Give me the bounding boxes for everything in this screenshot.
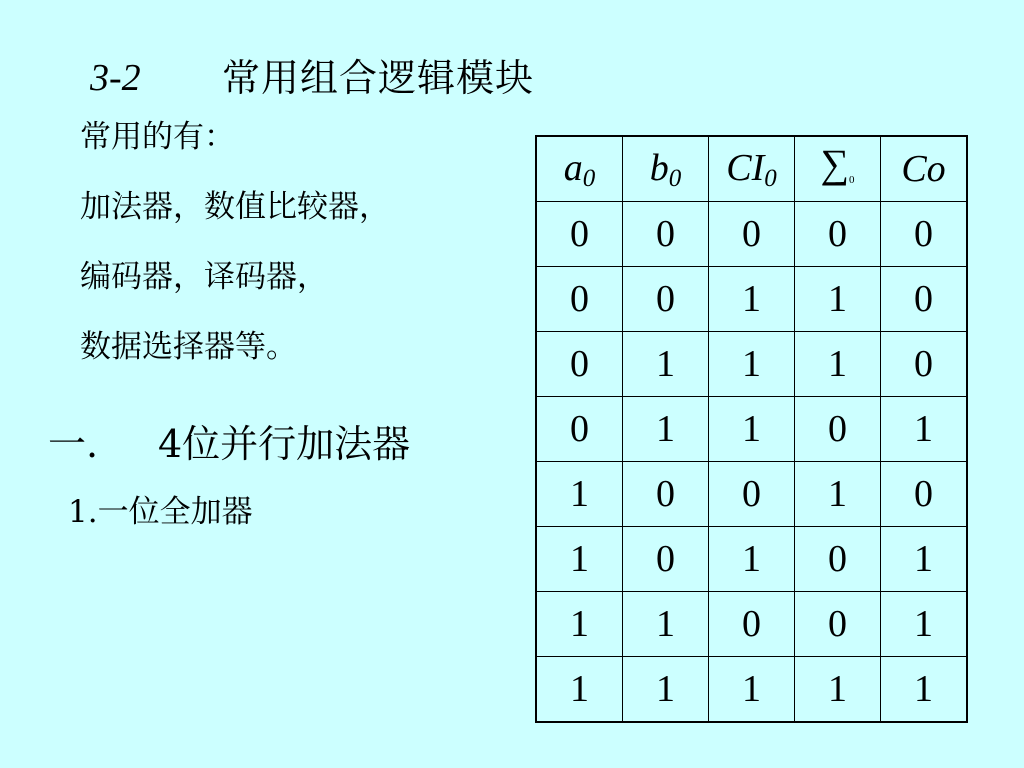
header-main: b (649, 146, 669, 189)
header-subscript: 0 (764, 164, 777, 192)
table-cell: 1 (881, 527, 968, 592)
intro-line: 常用的有： (80, 119, 235, 155)
subsection-heading: 1.一位全加器 (68, 494, 253, 530)
header-subscript: 0 (668, 164, 682, 192)
table-cell: 1 (536, 527, 623, 592)
table-cell: 0 (795, 397, 881, 462)
table-cell: 0 (623, 527, 709, 592)
table-cell: 0 (709, 202, 795, 267)
header-main: Co (901, 148, 946, 190)
table-cell: 1 (623, 397, 709, 462)
table-row (536, 592, 967, 657)
section-number: 一. (48, 422, 99, 466)
table-cell: 1 (795, 267, 881, 332)
table-row (536, 332, 967, 397)
table-cell: 1 (881, 592, 968, 657)
section-title: 4位并行加法器 (158, 422, 411, 466)
table-cell: 0 (881, 202, 968, 267)
table-row (536, 657, 967, 723)
table-cell: 0 (536, 202, 623, 267)
table-cell: 1 (623, 657, 709, 723)
table-cell: 1 (709, 267, 795, 332)
table-cell: 1 (536, 657, 623, 723)
header-sum0 (795, 136, 881, 202)
table-cell: 0 (536, 397, 623, 462)
intro-line: 编码器，译码器， (80, 259, 328, 295)
table-cell: 0 (795, 527, 881, 592)
table-cell: 0 (623, 267, 709, 332)
table-cell: 0 (795, 202, 881, 267)
section-heading (48, 419, 428, 469)
table-cell: 1 (536, 592, 623, 657)
truth-table-body (536, 202, 967, 723)
table-cell: 1 (623, 332, 709, 397)
table-cell: 0 (536, 332, 623, 397)
table-row (536, 202, 967, 267)
table-cell: 0 (881, 267, 968, 332)
table-row (536, 397, 967, 462)
table-cell: 1 (709, 397, 795, 462)
table-cell: 1 (795, 462, 881, 527)
header-b0 (623, 136, 709, 202)
table-cell: 1 (795, 657, 881, 723)
header-subscript: 0 (582, 164, 596, 192)
table-cell: 1 (709, 332, 795, 397)
table-cell: 0 (623, 462, 709, 527)
truth-table (535, 135, 968, 723)
table-cell: 0 (881, 332, 968, 397)
table-cell: 0 (795, 592, 881, 657)
header-a0 (536, 136, 623, 202)
table-cell: 1 (709, 527, 795, 592)
table-cell: 1 (623, 592, 709, 657)
slide-title: 常用组合逻辑模块 (222, 56, 535, 100)
table-cell: 0 (709, 462, 795, 527)
intro-line: 数据选择器等。 (80, 329, 297, 365)
table-cell: 0 (881, 462, 968, 527)
truth-table-header-row (536, 136, 967, 202)
header-co (881, 136, 968, 202)
table-cell: 0 (623, 202, 709, 267)
table-row (536, 267, 967, 332)
table-row (536, 527, 967, 592)
intro-line: 加法器，数值比较器， (80, 189, 390, 225)
table-cell: 1 (795, 332, 881, 397)
header-main: a (563, 146, 583, 189)
header-main: CI (726, 146, 765, 189)
slide-number: 3-2 (90, 57, 141, 99)
sigma-symbol: ∑ (820, 140, 849, 186)
header-ci0 (709, 136, 795, 202)
table-cell: 1 (536, 462, 623, 527)
table-cell: 1 (881, 397, 968, 462)
table-cell: 0 (536, 267, 623, 332)
table-cell: 1 (709, 657, 795, 723)
header-subscript: 0 (849, 173, 855, 186)
table-row (536, 462, 967, 527)
table-cell: 0 (709, 592, 795, 657)
table-cell: 1 (881, 657, 968, 723)
